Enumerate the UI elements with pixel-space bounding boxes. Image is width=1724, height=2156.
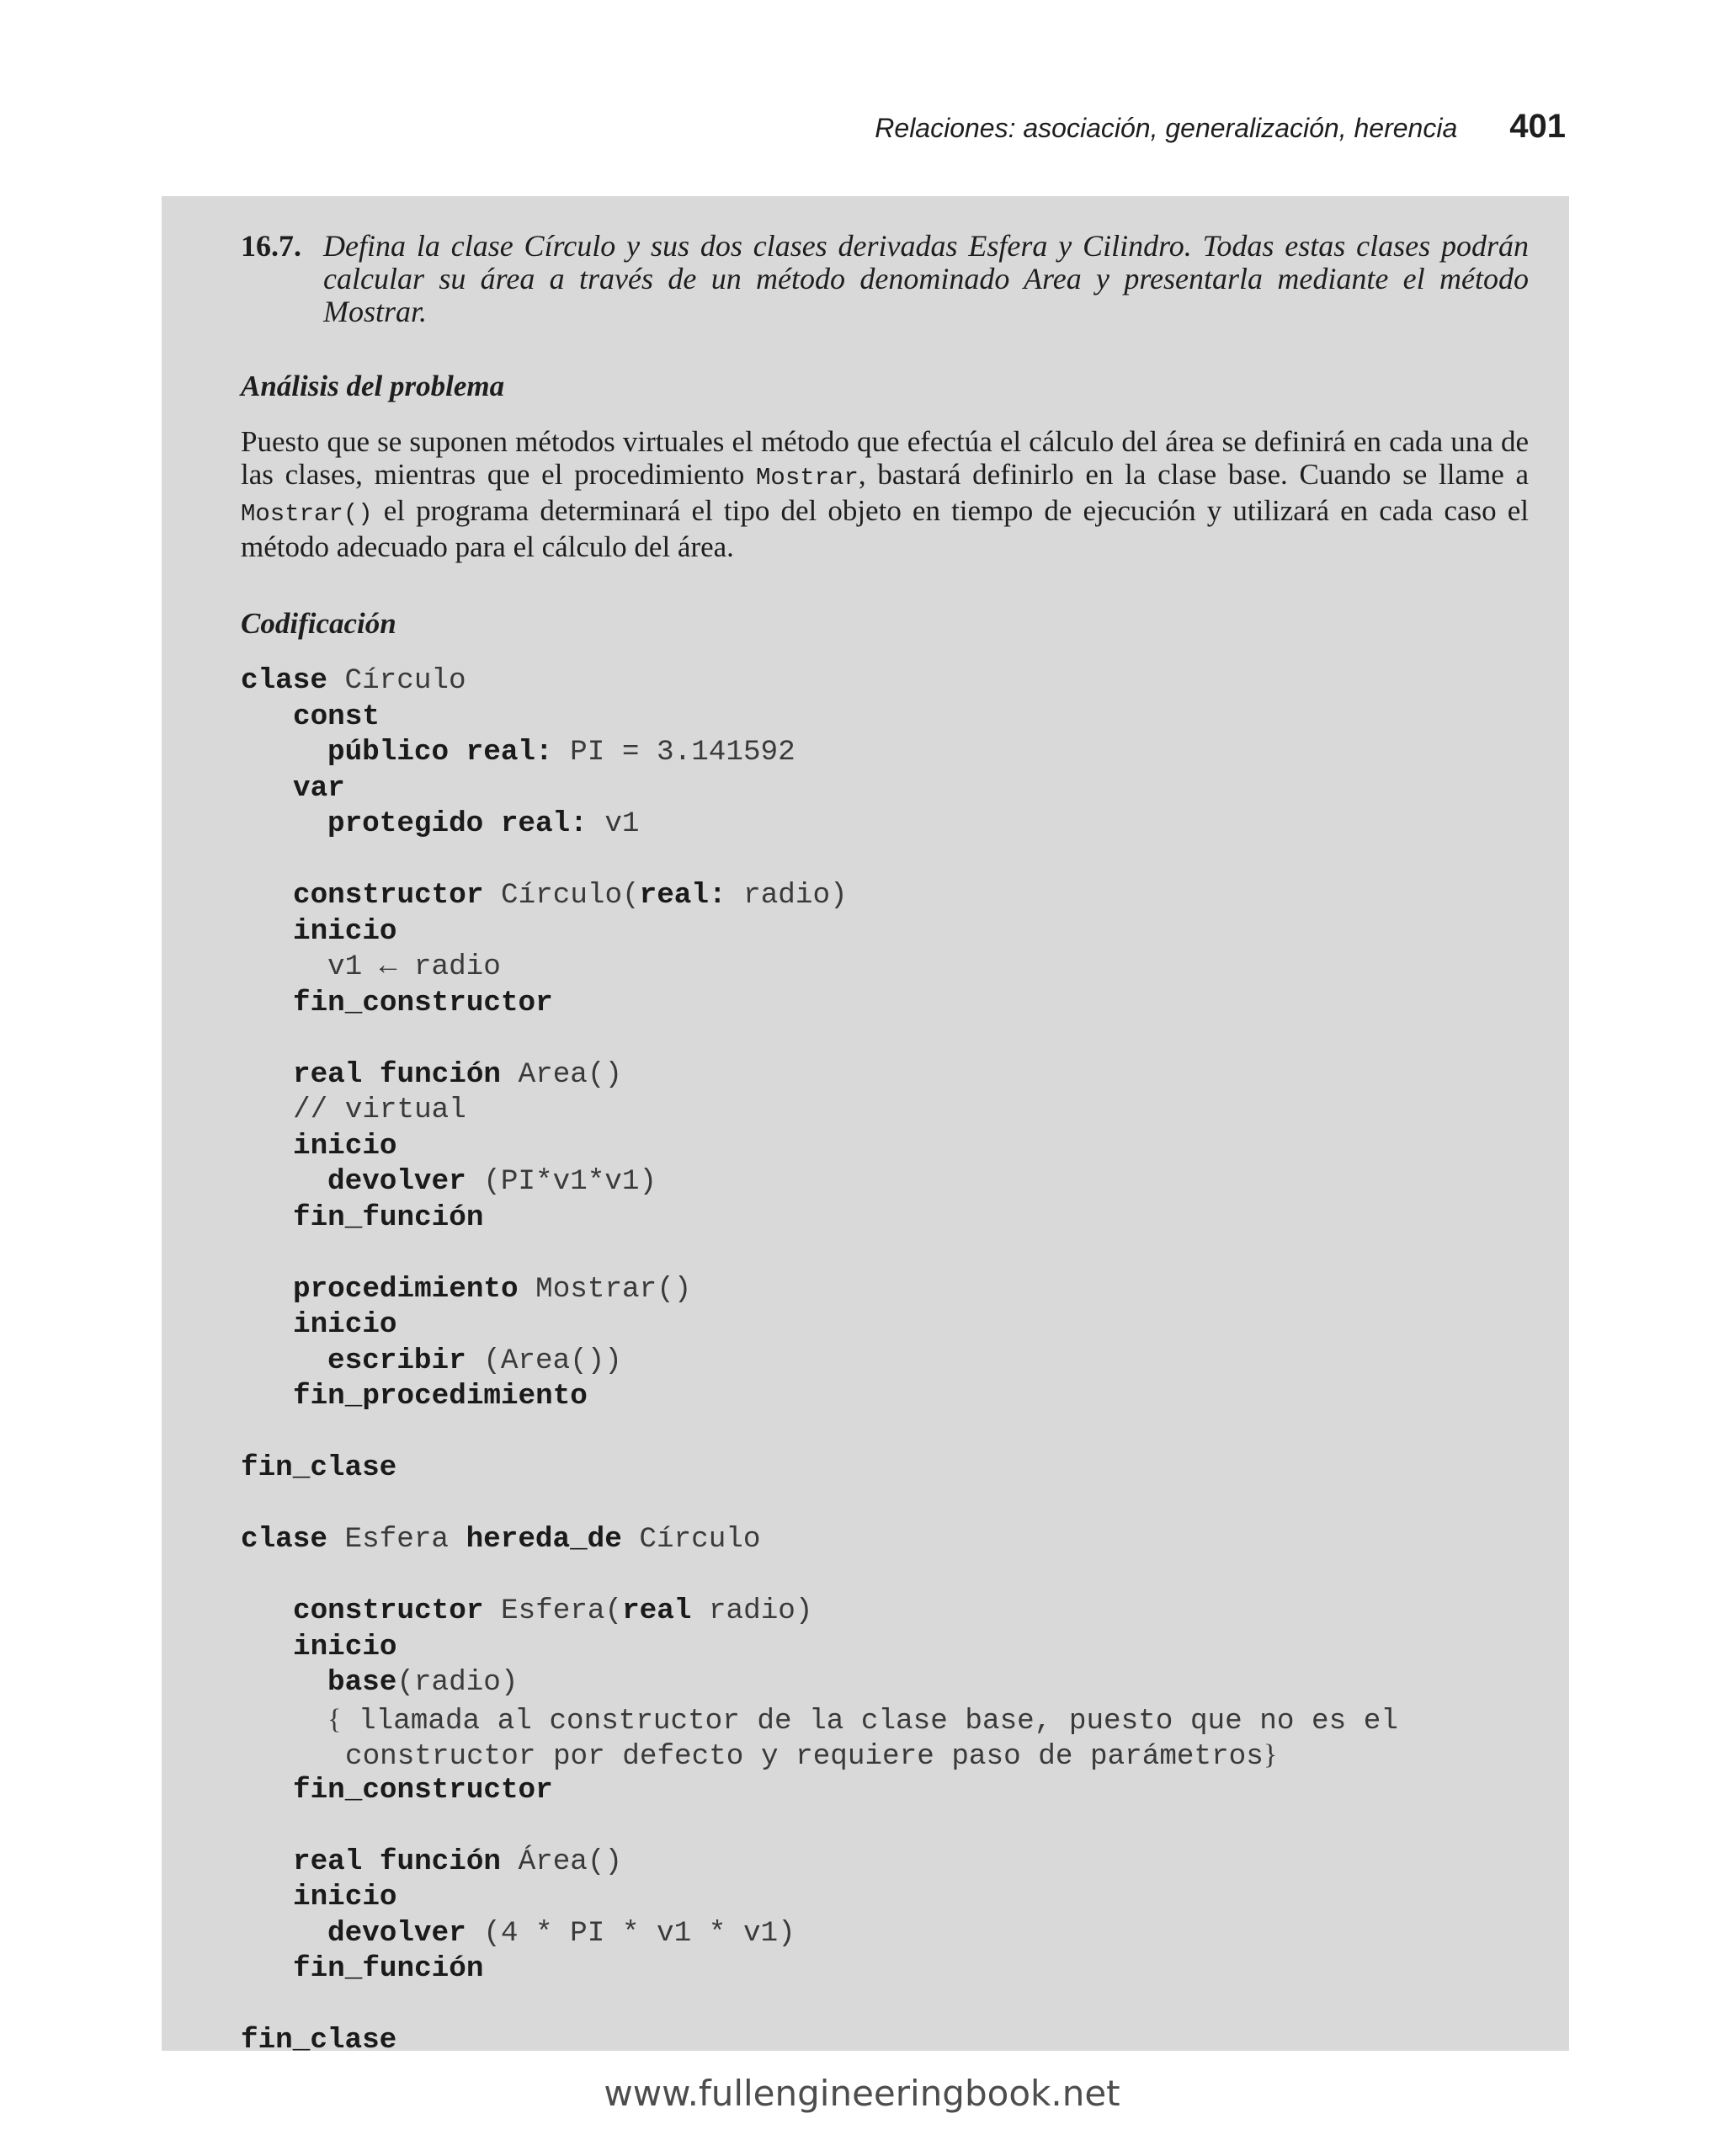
code-text: (radio) [396, 1666, 519, 1699]
exercise-box [162, 196, 1569, 2057]
running-title: Relaciones: asociación, generalización, herencia [875, 113, 1458, 143]
code-line [241, 771, 1529, 807]
code-line [241, 1272, 1529, 1308]
code-keyword: fin_constructor [293, 986, 553, 1019]
code-text: Círculo [327, 664, 466, 697]
code-text: v1 ← radio [327, 950, 501, 983]
code-keyword: fin_clase [241, 1451, 397, 1484]
code-line [241, 1630, 1529, 1666]
code-text: Area() [500, 1057, 623, 1091]
code-text: Círculo( [483, 879, 640, 912]
running-head [875, 108, 1566, 146]
code-comment: llamada al constructor de la clase base, puesto que no es el [341, 1704, 1398, 1738]
code-blank-line [241, 1021, 1529, 1057]
code-keyword: inicio [293, 914, 397, 948]
code-text: radio) [726, 879, 848, 912]
code-keyword: devolver [327, 1916, 466, 1950]
code-blank-line [241, 843, 1529, 879]
analysis-heading: Análisis del problema [241, 370, 505, 402]
code-keyword: inicio [293, 1630, 397, 1664]
code-text: radio) [691, 1594, 813, 1627]
code-line [241, 1737, 1529, 1773]
code-comment: constructor por defecto y requiere paso de parámetros [345, 1740, 1264, 1773]
code-keyword: constructor [293, 1594, 484, 1627]
code-keyword: constructor [293, 879, 484, 912]
code-line [241, 1379, 1529, 1415]
code-keyword: const [293, 700, 380, 733]
code-keyword: real función [293, 1057, 501, 1091]
code-text: (Area()) [466, 1344, 622, 1377]
code-keyword: fin_clase [241, 2024, 397, 2057]
code-keyword: protegido real: [327, 807, 588, 840]
analysis-text-3: el programa determinará el tipo del objeto en tiempo de ejecución y utilizará en cada caso el método adecuado para el cálculo del área. [241, 494, 1529, 563]
code-line [241, 1880, 1529, 1916]
code-keyword: base [327, 1666, 397, 1699]
analysis-code-mostrar: Mostrar [756, 464, 859, 492]
code-line [241, 1594, 1529, 1630]
code-keyword: var [293, 771, 345, 805]
coding-heading: Codificación [241, 607, 396, 640]
code-keyword: devolver [327, 1165, 466, 1198]
exercise-text: Defina la clase Círculo y sus dos clases derivadas Esfera y Cilindro. Todas estas clases podrán calcular su área a través de un método denominado Area y presentarla mediante el método Mostrar. [323, 229, 1529, 328]
code-line [241, 735, 1529, 771]
code-keyword: procedimiento [293, 1272, 519, 1306]
comment-close-brace: } [1263, 1738, 1278, 1770]
code-line [241, 950, 1529, 986]
code-line [241, 663, 1529, 700]
code-blank-line [241, 1415, 1529, 1451]
code-line [241, 1200, 1529, 1237]
analysis-code-mostrar-call: Mostrar() [241, 500, 373, 528]
code-blank-line [241, 1487, 1529, 1523]
exercise-statement [241, 230, 1529, 328]
code-line [241, 1451, 1529, 1487]
code-line [241, 1057, 1529, 1094]
code-line [241, 1845, 1529, 1881]
code-keyword: fin_procedimiento [293, 1380, 588, 1413]
code-keyword: fin_función [293, 1200, 484, 1234]
code-blank-line [241, 1808, 1529, 1845]
code-line [241, 986, 1529, 1022]
code-text: Esfera [327, 1523, 466, 1556]
code-comment: // virtual [293, 1094, 466, 1126]
code-line [241, 2023, 1529, 2059]
code-keyword: inicio [293, 1129, 397, 1163]
code-keyword: público real: [327, 736, 553, 769]
exercise-content [241, 230, 1529, 2059]
code-keyword: real: [639, 879, 726, 912]
code-line [241, 1701, 1529, 1738]
code-line [241, 1951, 1529, 1988]
code-keyword: escribir [327, 1344, 466, 1377]
code-keyword: fin_función [293, 1952, 484, 1985]
code-blank-line [241, 1558, 1529, 1594]
code-text: PI = 3.141592 [552, 736, 795, 769]
page-number: 401 [1509, 108, 1566, 145]
code-keyword: real [622, 1594, 692, 1627]
code-line [241, 1665, 1529, 1701]
code-text: Mostrar() [518, 1272, 692, 1306]
exercise-number: 16.7. [241, 229, 301, 263]
code-text: Esfera( [483, 1594, 623, 1627]
code-line [241, 1093, 1529, 1129]
code-keyword: hereda_de [466, 1523, 622, 1556]
analysis-paragraph [241, 425, 1529, 563]
code-line [241, 700, 1529, 736]
code-line [241, 807, 1529, 843]
code-text: Área() [500, 1845, 623, 1878]
analysis-text-2: , bastará definirlo en la clase base. Cuando se llame a [858, 458, 1529, 491]
code-listing [241, 663, 1529, 2059]
code-line [241, 1164, 1529, 1200]
code-blank-line [241, 1988, 1529, 2024]
code-keyword: clase [241, 664, 327, 697]
code-keyword: inicio [293, 1308, 397, 1341]
code-keyword: real función [293, 1845, 501, 1878]
code-line [241, 1307, 1529, 1344]
code-keyword: clase [241, 1523, 327, 1556]
comment-open-brace: { [327, 1702, 342, 1735]
code-text: Círculo [621, 1523, 761, 1556]
code-keyword: fin_constructor [293, 1773, 553, 1807]
analysis-text-1: Puesto que se suponen métodos virtuales el método que efectúa el cálculo del área se definirá en cada una de las clases, mientras que el procedimiento [241, 425, 1529, 491]
code-line [241, 1129, 1529, 1165]
code-keyword: inicio [293, 1881, 397, 1914]
code-line [241, 1522, 1529, 1558]
code-blank-line [241, 1236, 1529, 1272]
code-line [241, 1916, 1529, 1952]
code-text: (PI*v1*v1) [466, 1165, 657, 1198]
code-line [241, 878, 1529, 914]
code-line [241, 914, 1529, 950]
code-line [241, 1773, 1529, 1809]
code-text: (4 * PI * v1 * v1) [466, 1916, 795, 1950]
code-text: v1 [587, 807, 640, 840]
footer-url: www.fullengineeringbook.net [604, 2073, 1120, 2114]
code-line [241, 1344, 1529, 1380]
